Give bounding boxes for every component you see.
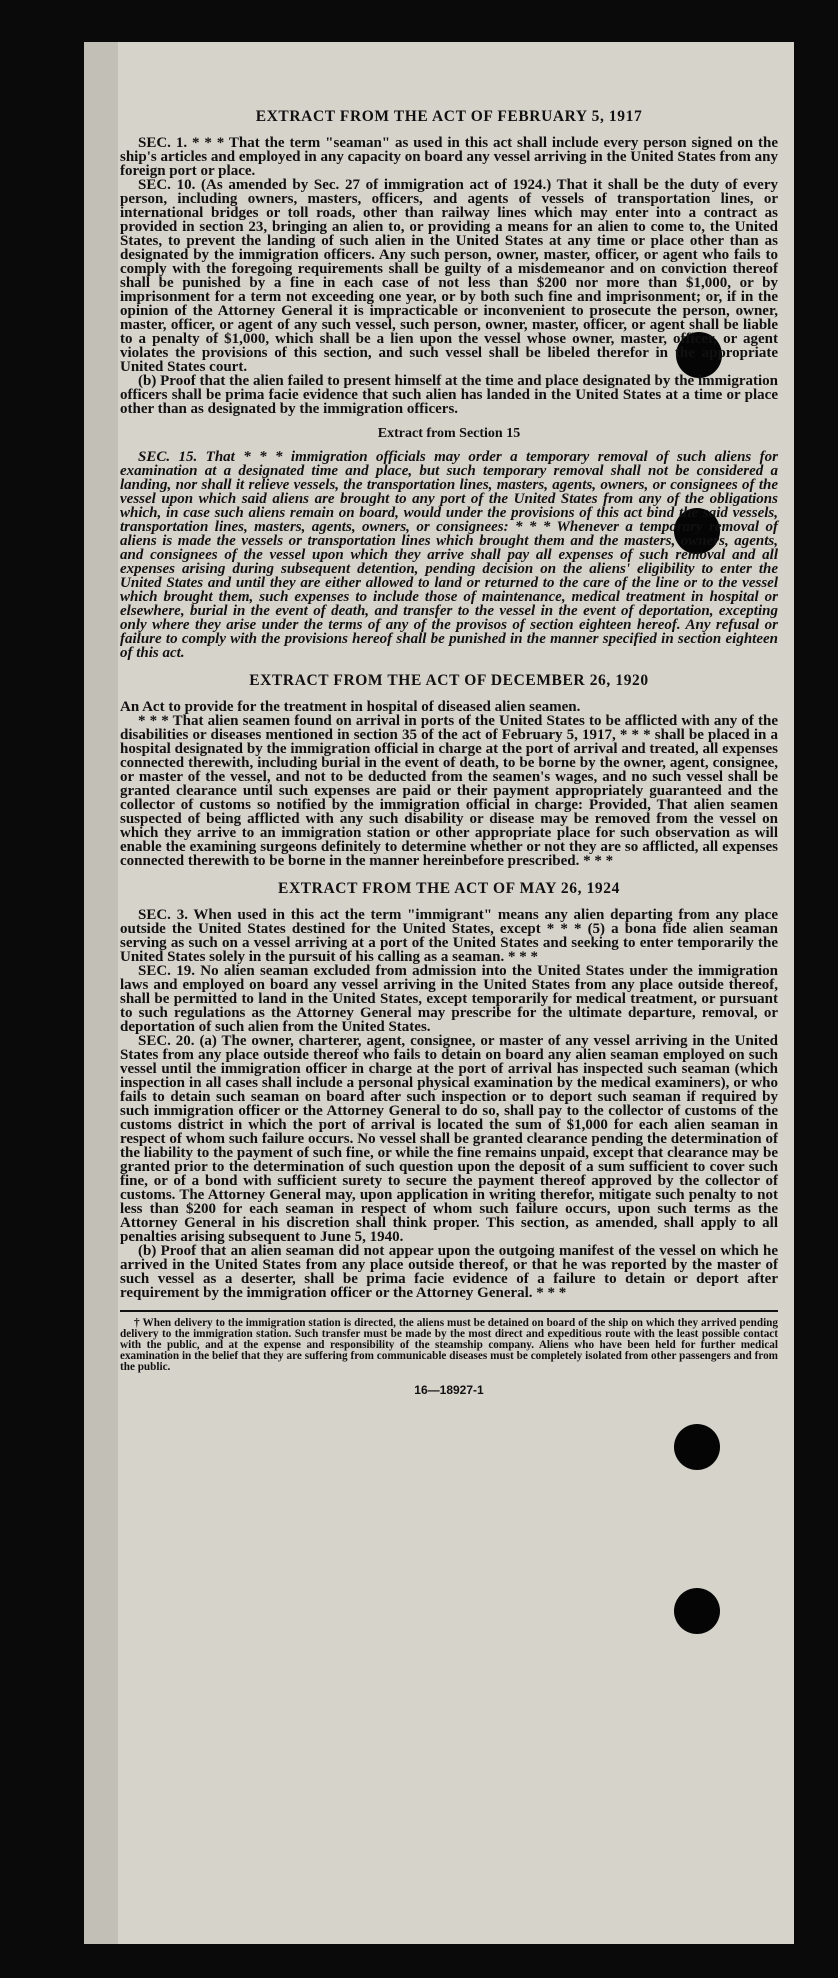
section-heading-1917: EXTRACT FROM THE ACT OF FEBRUARY 5, 1917	[255, 108, 643, 125]
sec3-paragraph: SEC. 3. When used in this act the term "immigrant" means any alien departing from any place outside the United States destined for the United States, except * * * (5) a bona fide alien seaman serving as such on a vessel arriving at a port of the United States and seeking to enter temporarily the United States solely in the pursuit of his calling as a seaman. * * *	[120, 907, 778, 965]
section-heading-1920: EXTRACT FROM THE ACT OF DECEMBER 26, 1920	[249, 672, 649, 689]
sec15-paragraph: SEC. 15. That * * * immigration officials may order a temporary removal of such aliens for examination at a designated time and place, but such temporary removal shall not be considered a landing, nor shall it relieve vessels, the transportation lines, masters, agents, owners, or consignees of the vessel upon which said aliens are brought to any port of the United States from any of the obligations which, in case such aliens remain on board, would under the provisions of this act bind the said vessels, transportation lines, masters, agents, owners, or consignees: * * * Whenever a temporary removal of aliens is made the vessels or transportation lines which brought them and the masters, owners, agents, and consignees of the vessel upon which they arrive shall pay all expenses of such removal and all expenses arising during subsequent detention, pending decision on the aliens' eligibility to enter the United States and until they are either allowed to land or returned to the care of the line or to the vessel which brought them, such expenses to include those of maintenance, medical treatment in hospital or elsewhere, burial in the event of death, and transfer to the vessel in the event of deportation, excepting only where they arise under the terms of any of the provisos of section eighteen hereof. Any refusal or failure to comply with the provisions hereof shall be punished in the manner specified in section eighteen of this act.	[120, 449, 778, 661]
sec1-paragraph: SEC. 1. * * * That the term "seaman" as used in this act shall include every person signed on the ship's articles and employed in any capacity on board any vessel arriving in the United States from any foreign port or place.	[120, 135, 778, 179]
sec19-paragraph: SEC. 19. No alien seaman excluded from admission into the United States under the immigration laws and employed on board any vessel arriving in the United States from any place outside thereof, shall be permitted to land in the United States, except temporarily for medical treatment, or pursuant to such regulations as the Attorney General may prescribe for the ultimate departure, removal, or deportation of such alien from the United States.	[120, 963, 778, 1035]
punch-hole-3	[674, 1424, 720, 1470]
act-1920-paragraph: * * * That alien seamen found on arrival in ports of the United States to be afflicted with any of the disabilities or diseases mentioned in section 35 of the act of February 5, 1917, * * * shall be placed in a hospital designated by the immigration official in charge at the port of arrival and treated, all expenses connected therewith, including burial in the event of death, to be borne by the owner, agent, consignee, or master of the vessel, and not to be deducted from the seamen's wages, and no such vessel shall be granted clearance until such expenses are paid or their payment appropriately guaranteed and the collector of customs so notified by the immigration official in charge: Provided, That alien seamen suspected of being afflicted with any such disability or disease may be removed from the vessel on which they arrive to an immigration station or other appropriate place for such observation as will enable the examining surgeons definitely to determine whether or not they are so afflicted, all expenses connected therewith to be borne in the manner hereinbefore prescribed. * * *	[120, 713, 778, 869]
section-heading-sec15: Extract from Section 15	[377, 426, 521, 441]
section-heading-1924: EXTRACT FROM THE ACT OF MAY 26, 1924	[278, 880, 620, 897]
sec20b-paragraph: (b) Proof that an alien seaman did not appear upon the outgoing manifest of the vessel on which he arrived in the United States from any place outside thereof, or that he was reported by the master of such vessel as a deserter, shall be prima facie evidence of a failure to detain or deport after requirement by the immigration officer or the Attorney General. * * *	[120, 1243, 778, 1301]
act-1920-title: An Act to provide for the treatment in hospital of diseased alien seamen.	[120, 699, 581, 715]
document-page	[84, 42, 794, 1944]
sec20a-paragraph: SEC. 20. (a) The owner, charterer, agent, consignee, or master of any vessel arriving in the United States from any place outside thereof who fails to detain on board any alien seaman employed on such vessel until the immigration officer in charge at the port of arrival has inspected such seaman (which inspection in all cases shall include a personal physical examination by the medical examiners), or who fails to detain such seaman on board after such inspection or to deport such seaman if required by such immigration officer or the Attorney General to do so, shall pay to the collector of customs of the customs district in which the port of arrival is located the sum of $1,000 for each alien seaman in respect of whom such failure occurs. No vessel shall be granted clearance pending the determination of the liability to the payment of such fine, or while the fine remains unpaid, except that clearance may be granted prior to the determination of such question upon the deposit of a sum sufficient to cover such fine, or of a bond with sufficient surety to secure the payment thereof approved by the collector of customs. The Attorney General may, upon application in writing therefor, mitigate such penalty to not less than $200 for each seaman in respect of whom such failure occurs, upon such terms as the Attorney General in his discretion shall think proper. This section, as amended, shall apply to all penalties arising subsequent to June 5, 1940.	[120, 1033, 778, 1245]
proof-paragraph-1917: (b) Proof that the alien failed to present himself at the time and place designated by the immigration officers shall be prima facie evidence that such alien has landed in the United States at a time or place other than as designated by the immigration officers.	[120, 373, 778, 417]
sec10-paragraph: SEC. 10. (As amended by Sec. 27 of immigration act of 1924.) That it shall be the duty of every person, including owners, masters, officers, and agents of vessels of transportation lines, or international bridges or toll roads, other than railway lines which may enter into a contract as provided in section 23, bringing an alien to, or providing a means for an alien to come to, the United States, to prevent the landing of such alien in the United States at any time or place other than as designated by the immigration officers. Any such person, owner, master, officer, or agent who fails to comply with the foregoing requirements shall be guilty of a misdemeanor and on conviction thereof shall be punished by a fine in each case of not less than $200 nor more than $1,000, or by imprisonment for a term not exceeding one year, or by both such fine and imprisonment; or, if in the opinion of the Attorney General it is impracticable or inconvenient to prosecute the person, owner, master, officer, or agent of any such vessel, such person, owner, master, officer, or agent shall be liable to a penalty of $1,000, which shall be a lien upon the vessel whose owner, master, officer, or agent violates the provisions of this section, and such vessel shall be libeled therefor in the appropriate United States court.	[120, 177, 778, 375]
page-edge-shading	[84, 42, 118, 1944]
document-body	[120, 108, 778, 1397]
document-number: 16—18927-1	[414, 1383, 484, 1397]
footnote	[120, 1310, 778, 1373]
footnote-text: † When delivery to the immigration station is directed, the aliens must be detained on board of the ship on which they arrived pending delivery to the immigration station. Such transfer must be made by the most direct and expeditious route with the least possible contact with the public, and at the expense and responsibility of the steamship company. Aliens who have been held for further medical examination in the belief that they are suffering from communicable diseases must be completely isolated from other passengers and from the public.	[120, 1317, 778, 1373]
punch-hole-4	[674, 1588, 720, 1634]
